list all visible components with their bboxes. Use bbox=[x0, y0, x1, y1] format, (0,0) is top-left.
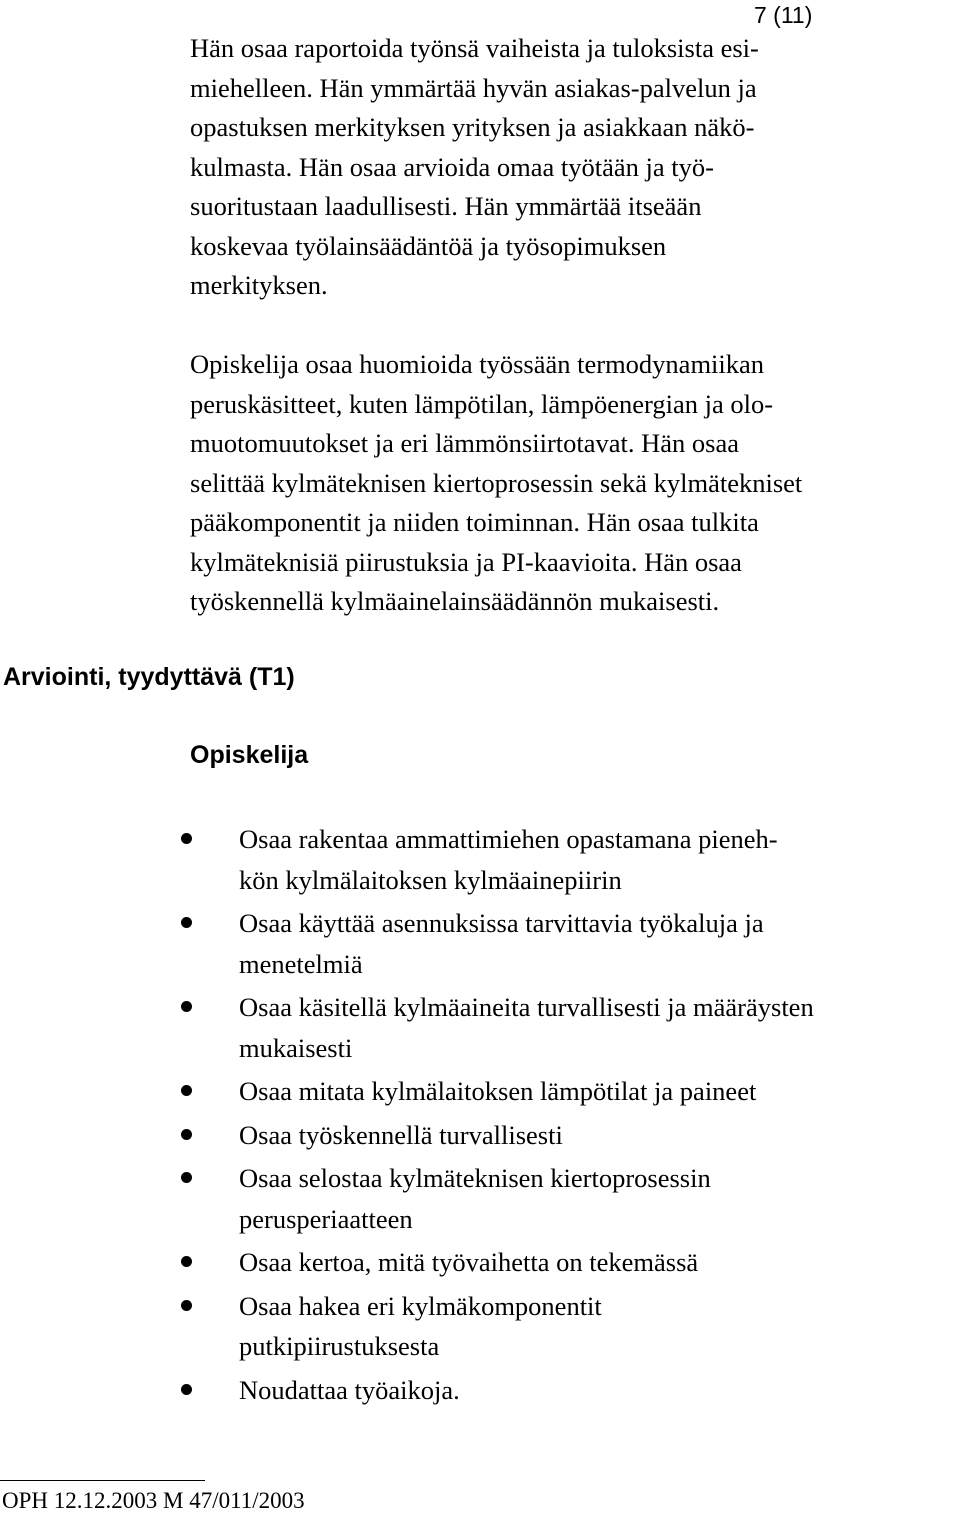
paragraph-line: kylmäteknisiä piirustuksia ja PI-kaavioita. Hän osaa bbox=[190, 546, 742, 577]
bullet-icon bbox=[181, 917, 192, 928]
list-item bbox=[0, 903, 960, 984]
bullet-icon bbox=[181, 1384, 192, 1395]
paragraph-line: miehelleen. Hän ymmärtää hyvän asiakas-palvelun ja bbox=[190, 72, 757, 103]
list-item-line: mukaisesti bbox=[239, 1032, 353, 1063]
bullet-icon bbox=[181, 1129, 192, 1140]
list-item-line: Noudattaa työaikoja. bbox=[239, 1374, 460, 1405]
bullet-icon bbox=[181, 1256, 192, 1267]
paragraph-line: pääkomponentit ja niiden toiminnan. Hän osaa tulkita bbox=[190, 507, 759, 537]
bullet-icon bbox=[181, 1300, 192, 1311]
paragraph-line: muotomuutokset ja eri lämmönsiirtotavat. Hän osaa bbox=[190, 428, 740, 458]
paragraph-line: Opiskelija osaa huomioida työssään termodynamiikan bbox=[190, 349, 765, 379]
list-item bbox=[0, 819, 960, 900]
paragraph-line: koskevaa työlainsäädäntöä ja työsopimuksen bbox=[190, 230, 667, 261]
footer-divider bbox=[0, 1480, 205, 1481]
list-item-line: Osaa rakentaa ammattimiehen opastamana pieneh- bbox=[239, 824, 778, 854]
list-item-line: Osaa työskennellä turvallisesti bbox=[239, 1119, 563, 1150]
paragraph-thermodynamics bbox=[190, 345, 960, 622]
list-item-line: Osaa käsitellä kylmäaineita turvallisesti ja määräysten bbox=[239, 992, 814, 1022]
criteria-list bbox=[0, 819, 960, 1413]
paragraph-line: selittää kylmäteknisen kiertoprosessin sekä kylmätekniset bbox=[190, 467, 803, 498]
paragraph-line: työskennellä kylmäainelainsäädännön mukaisesti. bbox=[190, 586, 720, 616]
paragraph-line: merkityksen. bbox=[190, 270, 328, 300]
bullet-icon bbox=[181, 1001, 192, 1012]
list-item bbox=[0, 987, 960, 1068]
bullet-icon bbox=[181, 833, 192, 844]
paragraph-line: Hän osaa raportoida työnsä vaiheista ja tuloksista esi- bbox=[190, 33, 759, 63]
list-item-line: Osaa kertoa, mitä työvaihetta on tekemässä bbox=[239, 1247, 699, 1277]
list-item-line: kön kylmälaitoksen kylmäainepiirin bbox=[239, 864, 622, 895]
bullet-icon bbox=[181, 1085, 192, 1096]
list-item-line: Osaa selostaa kylmäteknisen kiertoprosessin bbox=[239, 1163, 711, 1193]
paragraph-line: opastuksen merkityksen yrityksen ja asiakkaan näkö- bbox=[190, 112, 755, 142]
subheading: Opiskelija bbox=[190, 741, 309, 769]
list-item bbox=[0, 1158, 960, 1239]
footer-reference: OPH 12.12.2003 M 47/011/2003 bbox=[2, 1488, 305, 1513]
section-heading: Arviointi, tyydyttävä (T1) bbox=[3, 663, 295, 691]
list-item bbox=[0, 1071, 960, 1112]
list-item bbox=[0, 1242, 960, 1283]
list-item-line: Osaa käyttää asennuksissa tarvittavia työkaluja ja bbox=[239, 908, 764, 938]
paragraph-work-reporting bbox=[190, 29, 960, 306]
list-item bbox=[0, 1115, 960, 1156]
paragraph-line: suoritustaan laadullisesti. Hän ymmärtää itseään bbox=[190, 191, 702, 221]
list-item bbox=[0, 1370, 960, 1411]
bullet-icon bbox=[181, 1172, 192, 1183]
list-item-line: menetelmiä bbox=[239, 948, 363, 979]
list-item bbox=[0, 1286, 960, 1367]
paragraph-line: kulmasta. Hän osaa arvioida omaa työtään ja työ- bbox=[190, 151, 714, 182]
page-number: 7 (11) bbox=[754, 2, 813, 28]
list-item-line: putkipiirustuksesta bbox=[239, 1331, 440, 1361]
list-item-line: Osaa hakea eri kylmäkomponentit bbox=[239, 1290, 602, 1321]
paragraph-line: peruskäsitteet, kuten lämpötilan, lämpöenergian ja olo- bbox=[190, 388, 774, 419]
list-item-line: perusperiaatteen bbox=[239, 1203, 413, 1234]
list-item-line: Osaa mitata kylmälaitoksen lämpötilat ja paineet bbox=[239, 1076, 757, 1106]
